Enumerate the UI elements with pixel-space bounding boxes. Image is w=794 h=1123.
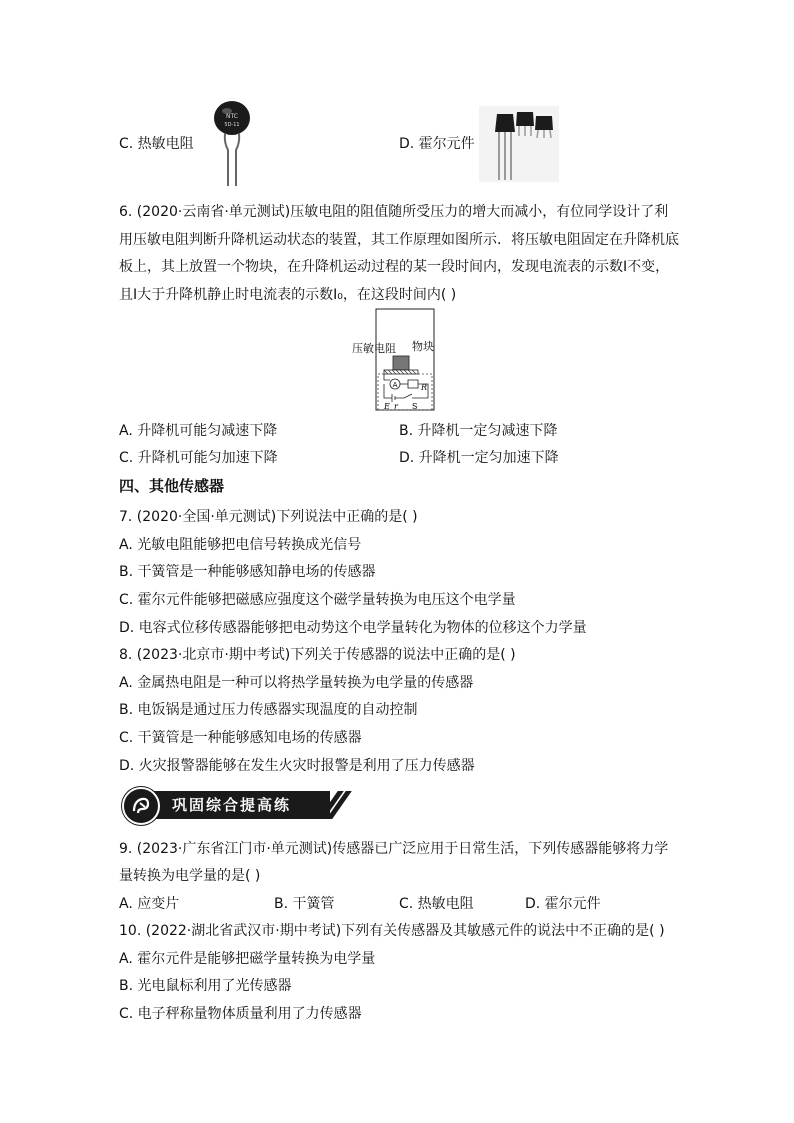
q5-option-d: D. 霍尔元件 [399, 136, 475, 152]
thermistor-marking-1: NTC [226, 113, 238, 120]
q9-stem-line-2: 量转换为电学量的是( ) [119, 868, 261, 884]
q8-option-a: A. 金属热电阻是一种可以将热学量转换为电学量的传感器 [119, 675, 474, 691]
q7-option-b: B. 干簧管是一种能够感知静电场的传感器 [119, 564, 376, 580]
q7-option-d: D. 电容式位移传感器能够把电动势这个电学量转化为物体的位移这个力学量 [119, 620, 587, 636]
q6-option-c: C. 升降机可能匀加速下降 [119, 450, 278, 466]
q6-stem-line-1: 6. (2020·云南省·单元测试)压敏电阻的阻值随所受压力的增大而减小，有位同学设计了利 [119, 204, 669, 220]
q7-stem: 7. (2020·全国·单元测试)下列说法中正确的是( ) [119, 509, 418, 525]
q10-stem: 10. (2022·湖北省武汉市·期中考试)下列有关传感器及其敏感元件的说法中不正确的是( ) [119, 923, 665, 939]
q10-option-b: B. 光电鼠标利用了光传感器 [119, 978, 292, 994]
section-heading: 四、其他传感器 [119, 477, 225, 495]
q6-option-a: A. 升降机可能匀减速下降 [119, 423, 278, 439]
resistor-r-label: R [421, 383, 428, 392]
q10-option-a: A. 霍尔元件是能够把磁学量转换为电学量 [119, 951, 376, 967]
q9-option-d: D. 霍尔元件 [525, 896, 601, 912]
internal-r-label: r [394, 402, 398, 411]
q8-stem: 8. (2023·北京市·期中考试)下列关于传感器的说法中正确的是( ) [119, 647, 516, 663]
q6-stem-line-4: 且I大于升降机静止时电流表的示数I₀，在这段时间内( ) [119, 287, 457, 303]
q10-option-c: C. 电子秤称量物体质量利用了力传感器 [119, 1006, 362, 1022]
q7-option-c: C. 霍尔元件能够把磁感应强度这个磁学量转换为电压这个电学量 [119, 592, 516, 608]
banner-emblem-icon [122, 787, 160, 825]
hall-element-image [479, 106, 559, 182]
q7-option-a: A. 光敏电阻能够把电信号转换成光信号 [119, 537, 362, 553]
q6-stem-line-2: 用压敏电阻判断升降机运动状态的装置，其工作原理如图所示．将压敏电阻固定在升降机底 [119, 232, 679, 248]
q9-option-c: C. 热敏电阻 [399, 896, 474, 912]
figure-label-block: 物块 [412, 340, 434, 353]
elevator-circuit-figure [340, 308, 440, 412]
q9-option-b: B. 干簧管 [274, 896, 335, 912]
section-banner [122, 787, 344, 823]
q9-option-a: A. 应变片 [119, 896, 180, 912]
q8-option-d: D. 火灾报警器能够在发生火灾时报警是利用了压力传感器 [119, 758, 475, 774]
q8-option-c: C. 干簧管是一种能够感知电场的传感器 [119, 730, 362, 746]
q8-option-b: B. 电饭锅是通过压力传感器实现温度的自动控制 [119, 702, 418, 718]
q9-stem-line-1: 9. (2023·广东省江门市·单元测试)传感器已广泛应用于日常生活，下列传感器能够将力学 [119, 841, 669, 857]
thermistor-marking-2: 5D-11 [224, 122, 240, 128]
switch-s-label: S [412, 402, 418, 411]
q6-option-d: D. 升降机一定匀加速下降 [399, 450, 559, 466]
ammeter-label: A [392, 381, 398, 389]
q6-option-b: B. 升降机一定匀减速下降 [399, 423, 558, 439]
banner-title: 巩固综合提高练 [172, 796, 292, 814]
q5-option-c: C. 热敏电阻 [119, 136, 194, 152]
thermistor-image [212, 98, 252, 188]
emf-e-label: E [384, 402, 390, 411]
figure-label-resistor: 压敏电阻 [352, 342, 396, 355]
q6-stem-line-3: 板上，其上放置一个物块，在升降机运动过程的某一段时间内，发现电流表的示数I不变， [119, 259, 670, 275]
